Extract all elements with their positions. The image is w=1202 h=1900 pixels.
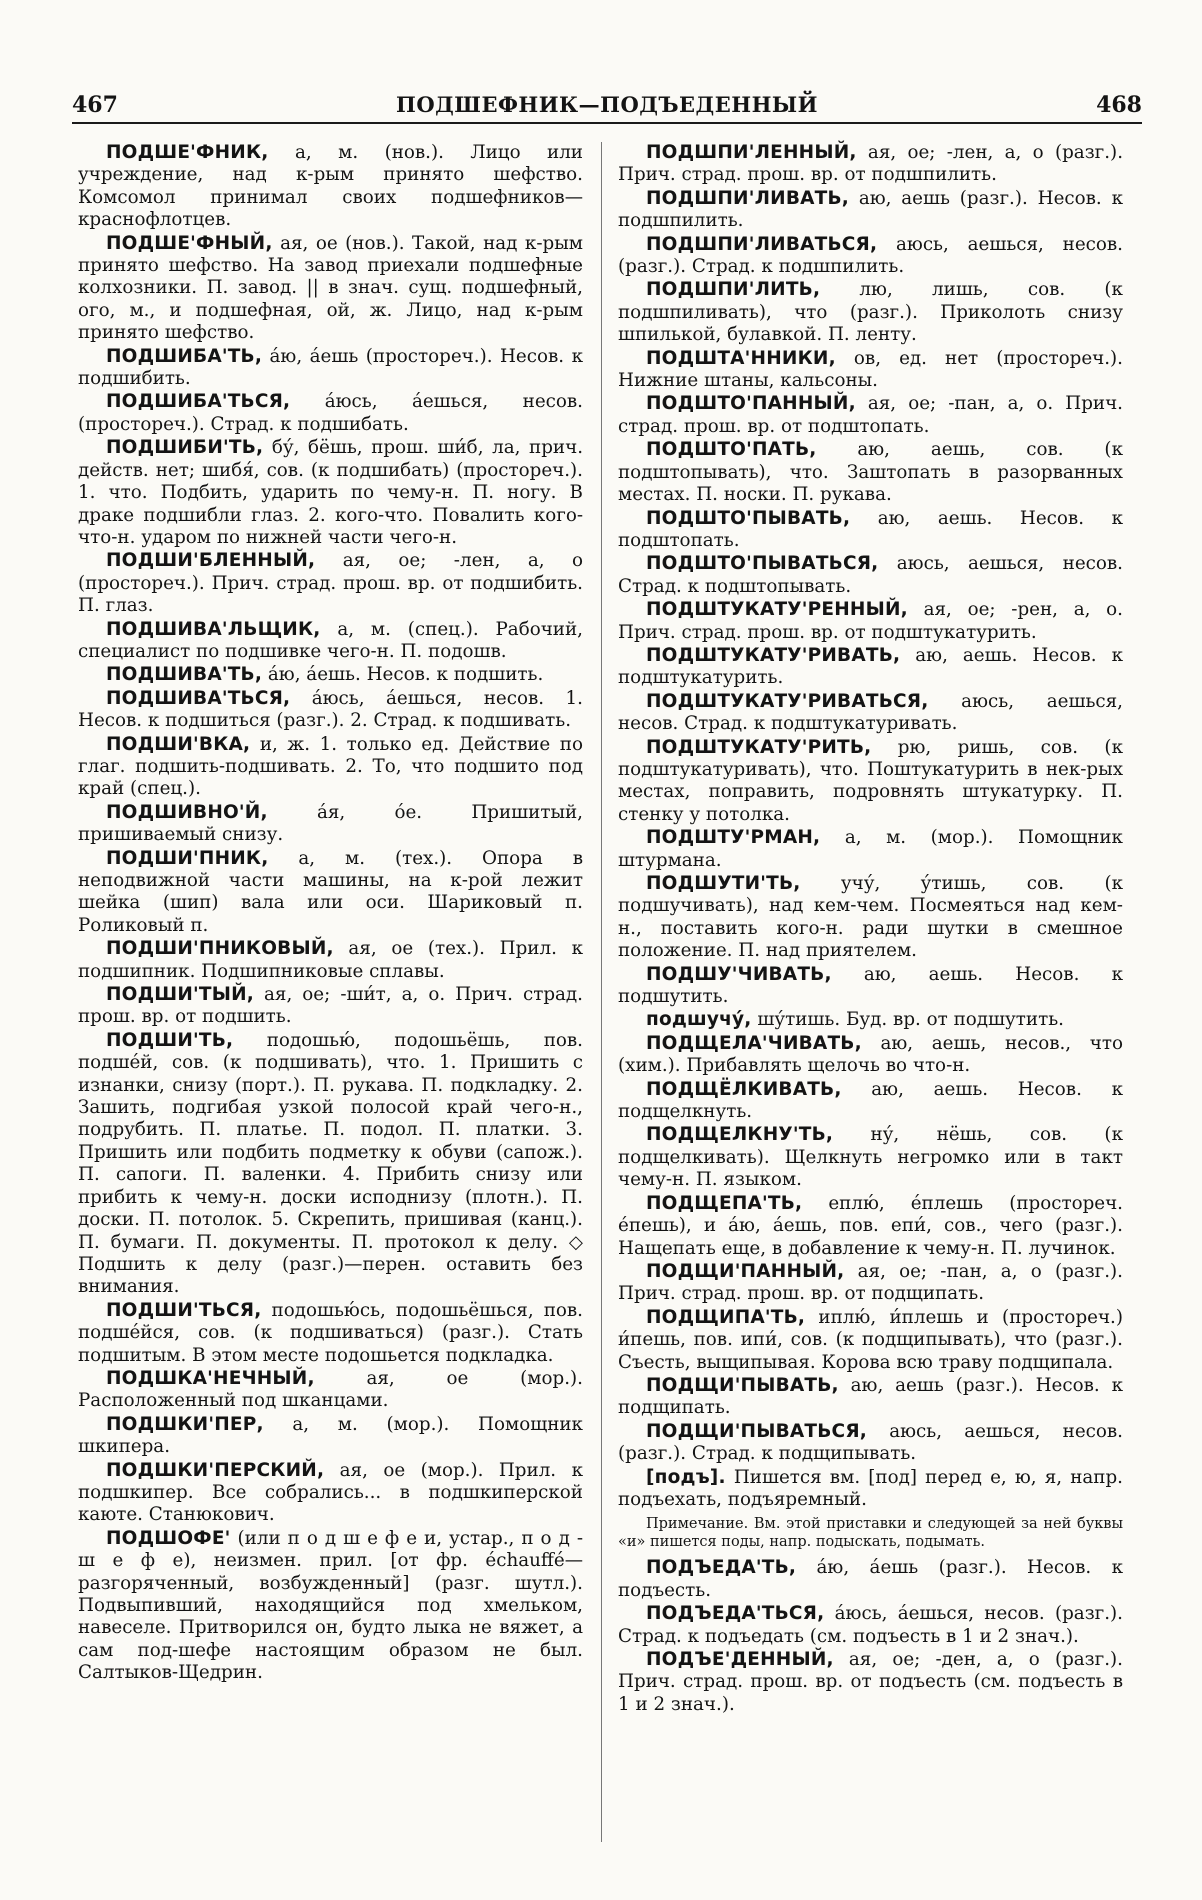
entry-headword: ПОДШИВНО'Й, — [106, 801, 268, 823]
entry-definition: а́юсь, а́ешься, несов. 1. Несов. к подшиться (разг.). 2. Страд. к подшивать. — [78, 687, 583, 732]
entry-headword: ПОДЪЕДА'ТЬСЯ, — [646, 1603, 825, 1625]
dictionary-entry — [78, 619, 583, 664]
entry-headword: ПОДШИ'ПНИК, — [106, 847, 269, 869]
right-page-number: 468 — [1096, 92, 1142, 118]
dictionary-entry — [618, 1009, 1123, 1031]
entry-headword: ПОДШИВА'ТЬ, — [106, 664, 263, 686]
entry-headword: ПОДШИВА'ЛЬЩИК, — [106, 618, 321, 640]
entry-definition: иплю́, и́плешь и (простореч.) и́пешь, пов. ипи́, сов. (к подщипывать), что (разг.). Съесть, выщипывая. Корова всю траву подщипала. — [618, 1306, 1123, 1373]
entry-definition: аю, аешь, несов., что (хим.). Прибавлять щелочь во что-н. — [618, 1032, 1123, 1077]
entry-headword: ПОДЩИ'ПЫВАТЬСЯ, — [646, 1420, 867, 1442]
dictionary-entry — [618, 827, 1123, 872]
left-column — [78, 142, 583, 1686]
entry-definition: подошью́сь, подошьёшься, пов. подше́йся, сов. (к подшиваться) (разг.). Стать подшитым. В этом месте подошьется подкладка. — [78, 1299, 583, 1366]
dictionary-entry — [618, 1557, 1123, 1602]
entry-headword: ПОДЩЕЛКНУ'ТЬ, — [646, 1124, 834, 1146]
dictionary-entry — [618, 1467, 1123, 1512]
entry-definition: и, ж. 1. только ед. Действие по глаг. подшить-подшивать. 2. То, что подшито под край (спец.). — [78, 733, 583, 800]
entry-definition: аю, аешь. Несов. к подщелкнуть. — [618, 1078, 1123, 1123]
dictionary-entry — [78, 688, 583, 733]
dictionary-entry — [618, 508, 1123, 553]
entry-headword: ПОДШИ'ТЬ, — [106, 1029, 234, 1051]
dictionary-entry — [78, 1368, 583, 1413]
dictionary-entry — [78, 142, 583, 232]
dictionary-entry — [618, 188, 1123, 233]
dictionary-entry — [618, 599, 1123, 644]
entry-headword: ПОДШИБА'ТЬ, — [106, 345, 263, 367]
entry-headword: ПОДШИ'ТЫЙ, — [106, 984, 254, 1006]
dictionary-entry — [618, 439, 1123, 506]
entry-headword: ПОДШТО'ПЫВАТЬСЯ, — [646, 553, 879, 575]
entry-definition: аю, аешь. Несов. к подштопать. — [618, 507, 1123, 551]
running-title: ПОДШЕФНИК—ПОДЪЕДЕННЫЙ — [396, 92, 818, 117]
dictionary-entry — [78, 664, 583, 686]
entry-headword: ПОДШТО'ПАТЬ, — [646, 439, 817, 461]
dictionary-entry — [78, 938, 583, 983]
entry-definition: а, м. (спец.). Рабочий, специалист по подшивке чего-н. П. подошв. — [78, 618, 583, 662]
dictionary-entry — [618, 1307, 1123, 1374]
dictionary-entry — [618, 393, 1123, 438]
dictionary-entry — [618, 1603, 1123, 1648]
entry-definition: Пишется вм. [под] перед е, ю, я, напр. подъехать, подъяремный. — [618, 1466, 1123, 1510]
column-divider — [601, 142, 602, 1842]
entry-headword: ПОДШИВА'ТЬСЯ, — [106, 687, 291, 709]
dictionary-entry — [618, 645, 1123, 690]
dictionary-entry — [618, 737, 1123, 827]
entry-headword: ПОДШТА'ННИКИ, — [646, 347, 836, 369]
entry-headword: ПОДШПИ'ЛИВАТЬСЯ, — [646, 233, 878, 255]
page-header — [72, 92, 1142, 124]
dictionary-entry — [618, 348, 1123, 393]
dictionary-entry — [78, 1030, 583, 1299]
entry-definition: ая, ое; -пан, а, о. Прич. страд. прош. вр. от подштопать. — [618, 393, 1123, 437]
entry-headword: ПОДШИ'ПНИКОВЫЙ, — [106, 938, 334, 960]
dictionary-entry — [78, 550, 583, 617]
entry-definition: а, м. (мор.). Помощник шкипера. — [78, 1413, 583, 1458]
entry-definition: а́юсь, а́ешься, несов. (разг.). Страд. к подъедать (см. подъесть в 1 и 2 знач.). — [618, 1603, 1123, 1647]
entry-definition: а, м. (мор.). Помощник штурмана. — [618, 827, 1123, 871]
dictionary-entry — [618, 234, 1123, 279]
entry-definition: ая, ое; -ден, а, о (разг.). Прич. страд. прош. вр. от подъесть (см. подъесть в 1 и 2 знач.). — [618, 1649, 1123, 1715]
right-column — [618, 142, 1123, 1717]
left-page-number: 467 — [72, 92, 118, 118]
entry-definition: аю, аешь. Несов. к подшутить. — [618, 963, 1123, 1008]
entry-headword: ПОДЩИ'ПАННЫЙ, — [646, 1260, 845, 1282]
entry-definition: аюсь, аешься, несов. (разг.). Страд. к подшпилить. — [618, 233, 1123, 278]
dictionary-entry — [78, 1300, 583, 1367]
dictionary-entry — [618, 964, 1123, 1009]
entry-definition: а́ю, а́ешь (простореч.). Несов. к подшибить. — [78, 345, 583, 390]
dictionary-entry — [78, 391, 583, 436]
entry-definition: аю, аешь, сов. (к подштопывать), что. Заштопать в разорванных местах. П. носки. П. рукава. — [618, 439, 1123, 506]
dictionary-entry — [618, 279, 1123, 346]
entry-headword: ПОДШТУ'РМАН, — [646, 827, 821, 849]
entry-definition: аюсь, аешься, несов. Страд. к подштопывать. — [618, 553, 1123, 597]
dictionary-entry — [618, 1421, 1123, 1466]
entry-definition: ая, ое; -рен, а, о. Прич. страд. прош. вр. от подштукатурить. — [618, 599, 1123, 643]
entry-headword: ПОДШИ'БЛЕННЫЙ, — [106, 550, 316, 572]
entry-headword: ПОДШУТИ'ТЬ, — [646, 873, 801, 894]
dictionary-entry — [78, 1528, 583, 1685]
entry-definition: рю, ришь, сов. (к подштукатуривать), что. Поштукатурить в нек-рых местах, поправить, подровнять штукатурку. П. стенку у потолка. — [618, 736, 1123, 825]
dictionary-entry — [618, 1124, 1123, 1191]
entry-definition: аюсь, аешься, несов. Страд. к подштукатуривать. — [618, 690, 1123, 735]
entry-headword: ПОДЩЕПА'ТЬ, — [646, 1192, 803, 1214]
entry-headword: ПОДЪЕДА'ТЬ, — [646, 1557, 797, 1579]
dictionary-entry — [618, 1375, 1123, 1420]
dictionary-entry — [618, 873, 1123, 963]
dictionary-entry — [78, 802, 583, 847]
entry-headword: ПОДШПИ'ЛЕННЫЙ, — [646, 142, 857, 163]
entry-headword: ПОДШТУКАТУ'РИТЬ, — [646, 736, 872, 758]
entry-headword: [подъ]. — [646, 1466, 726, 1488]
entry-definition: а́ю, а́ешь (разг.). Несов. к подъесть. — [618, 1557, 1123, 1601]
entry-headword: подшучу́, — [646, 1009, 752, 1031]
entry-headword: ПОДЩЕЛА'ЧИВАТЬ, — [646, 1032, 862, 1054]
entry-headword: ПОДШТУКАТУ'РИВАТЬСЯ, — [646, 690, 929, 712]
entry-headword: ПОДЩИ'ПЫВАТЬ, — [646, 1374, 839, 1396]
entry-definition: ну́, нёшь, сов. (к подщелкивать). Щелкнуть негромко или в такт чему-н. П. языком. — [618, 1124, 1123, 1191]
dictionary-entry — [618, 553, 1123, 598]
dictionary-entry — [78, 984, 583, 1029]
dictionary-entry — [78, 346, 583, 391]
dictionary-entry — [618, 1079, 1123, 1124]
entry-headword: ПОДШТУКАТУ'РИВАТЬ, — [646, 644, 901, 666]
entry-headword: ПОДЪЕ'ДЕННЫЙ, — [646, 1649, 834, 1670]
entry-definition: аю, аешь. Несов. к подштукатурить. — [618, 644, 1123, 689]
entry-definition: аю, аешь (разг.). Несов. к подщипать. — [618, 1374, 1123, 1419]
entry-headword: ПОДШИБИ'ТЬ, — [106, 437, 264, 459]
entry-definition: ая, ое; -ши́т, а, о. Прич. страд. прош. вр. от подшить. — [78, 984, 583, 1028]
dictionary-entry — [78, 1414, 583, 1459]
dictionary-entry — [618, 1261, 1123, 1306]
entry-definition: ая, ое; -лен, а, о (разг.). Прич. страд. прош. вр. от подшпилить. — [618, 142, 1123, 186]
dictionary-entry — [618, 1649, 1123, 1716]
entry-definition: аюсь, аешься, несов. (разг.). Страд. к подщипывать. — [618, 1420, 1123, 1465]
entry-definition: ая, ое (мор.). Прил. к подшкипер. Все собрались... в подшкиперской каюте. Станюкович. — [78, 1459, 583, 1526]
entry-headword: ПОДШЕ'ФНИК, — [106, 142, 269, 163]
entry-headword: ПОДШПИ'ЛИТЬ, — [646, 279, 821, 301]
entry-definition: ая, ое; -лен, а, о (простореч.). Прич. страд. прош. вр. от подшибить. П. глаз. — [78, 550, 583, 617]
dictionary-entry — [78, 233, 583, 345]
entry-definition: а́юсь, а́ешься, несов. (простореч.). Страд. к подшибать. — [78, 391, 583, 435]
entry-definition: аю, аешь (разг.). Несов. к подшпилить. — [618, 187, 1123, 232]
entry-definition: а́я, о́е. Пришитый, пришиваемый снизу. — [78, 801, 583, 846]
dictionary-entry — [78, 437, 583, 549]
dictionary-entry — [618, 1193, 1123, 1260]
dictionary-entry — [78, 1460, 583, 1527]
entry-definition: лю, лишь, сов. (к подшпиливать), что (разг.). Приколоть снизу шпилькой, булавкой. П. ленту. — [618, 279, 1123, 346]
footnote: Примечание. Вм. этой приставки и следующей за ней буквы «и» пишется поды, напр. подыскать, подымать. — [618, 1516, 1123, 1551]
dictionary-entry — [618, 142, 1123, 187]
entry-headword: ПОДШИБА'ТЬСЯ, — [106, 391, 291, 413]
entry-headword: ПОДШТО'ПАННЫЙ, — [646, 393, 856, 415]
entry-definition: а, м. (нов.). Лицо или учреждение, над к-рым принято шефство. Комсомол принимал своих подшефников—краснофлотцев. — [78, 142, 583, 231]
entry-headword: ПОДЩЁЛКИВАТЬ, — [646, 1078, 842, 1100]
entry-definition: подошью́, подошьёшь, пов. подше́й, сов. (к подшивать), что. 1. Пришить с изнанки, снизу (порт.). П. рукава. П. подкладку. 2. Зашить, подгибая узкой полосой край чего-н., подрубить. П. платье. П. подол. П. платки. 3. Пришить или подбить подметку к обуви (сапож.). П. сапоги. П. валенки. 4. Прибить снизу или прибить к чему-н. доски исподнизу (плотн.). П. доски. П. потолок. 5. Скрепить, пришивая (канц.). П. бумаги. П. документы. П. протокол к делу. ◇ Подшить к делу (разг.)—перен. оставить без внимания. — [78, 1029, 583, 1298]
entry-definition: ая, ое (тех.). Прил. к подшипник. Подшипниковые сплавы. — [78, 938, 583, 982]
entry-definition: ая, ое (мор.). Расположенный под шканцами. — [78, 1367, 583, 1412]
dictionary-entry — [618, 691, 1123, 736]
entry-definition: ая, ое; -пан, а, о (разг.). Прич. страд. прош. вр. от подщипать. — [618, 1260, 1123, 1305]
dictionary-entry — [618, 1033, 1123, 1078]
entry-headword: ПОДШТО'ПЫВАТЬ, — [646, 507, 851, 529]
entry-definition: еплю́, е́плешь (простореч. е́пешь), и а́ю, а́ешь, пов. епи́, сов., чего (разг.). Нащепать еще, в добавление к чему-н. П. лучинок. — [618, 1192, 1123, 1259]
entry-headword: ПОДШКА'НЕЧНЫЙ, — [106, 1367, 315, 1389]
entry-headword: ПОДШПИ'ЛИВАТЬ, — [646, 187, 849, 209]
entry-definition: а, м. (тех.). Опора в неподвижной части машины, на к-рой лежит шейка (шип) вала или оси. Шариковый п. Роликовый п. — [78, 847, 583, 936]
entry-definition: учу́, у́тишь, сов. (к подшучивать), над кем-чем. Посмеяться над кем-н., поставить кого-н. ради шутки в смешное положение. П. над приятелем. — [618, 873, 1123, 962]
entry-headword: ПОДШТУКАТУ'РЕННЫЙ, — [646, 599, 908, 621]
entry-headword: ПОДШКИ'ПЕР, — [106, 1413, 264, 1435]
entry-headword: ПОДШЕ'ФНЫЙ, — [106, 232, 273, 254]
dictionary-entry — [78, 848, 583, 938]
entry-headword: ПОДШИ'ТЬСЯ, — [106, 1299, 262, 1321]
entry-definition: бу́, бёшь, прош. ши́б, ла, прич. действ. нет; шибя́, сов. (к подшибать) (простореч.). 1. что. Подбить, ударить по чему-н. П. ногу. В драке подшибли глаз. 2. кого-что. Повалить кого-что-н. ударом по нижней части чего-н. — [78, 437, 583, 548]
entry-definition: шу́тишь. Буд. вр. от подшутить. — [751, 1009, 1064, 1031]
entry-definition: а́ю, а́ешь. Несов. к подшить. — [262, 664, 544, 686]
entry-headword: ПОДШИ'ВКА, — [106, 733, 251, 755]
entry-headword: ПОДШОФЕ' — [106, 1527, 231, 1549]
entry-headword: ПОДШКИ'ПЕРСКИЙ, — [106, 1459, 325, 1481]
entry-definition: (или п о д ш е ф е и, устар., п о д - ш е ф е), неизмен. прил. [от фр. échauffé—разгоряченный, возбужденный] (разг. шутл.). Подвыпивший, находящийся под хмельком, навеселе. Притворился он, будто лыка не вяжет, а сам под-шефе настоящим образом не был. Салтыков-Щедрин. — [78, 1527, 583, 1684]
dictionary-entry — [78, 734, 583, 801]
entry-headword: ПОДШУ'ЧИВАТЬ, — [646, 963, 832, 985]
entry-definition: ов, ед. нет (простореч.). Нижние штаны, кальсоны. — [618, 347, 1123, 392]
entry-definition: ая, ое (нов.). Такой, над к-рым принято шефство. На завод приехали подшефные колхозники. П. завод. || в знач. сущ. подшефный, ого, м., и подшефная, ой, ж. Лицо, над к-рым принято шефство. — [78, 232, 583, 344]
entry-headword: ПОДЩИПА'ТЬ, — [646, 1306, 806, 1328]
